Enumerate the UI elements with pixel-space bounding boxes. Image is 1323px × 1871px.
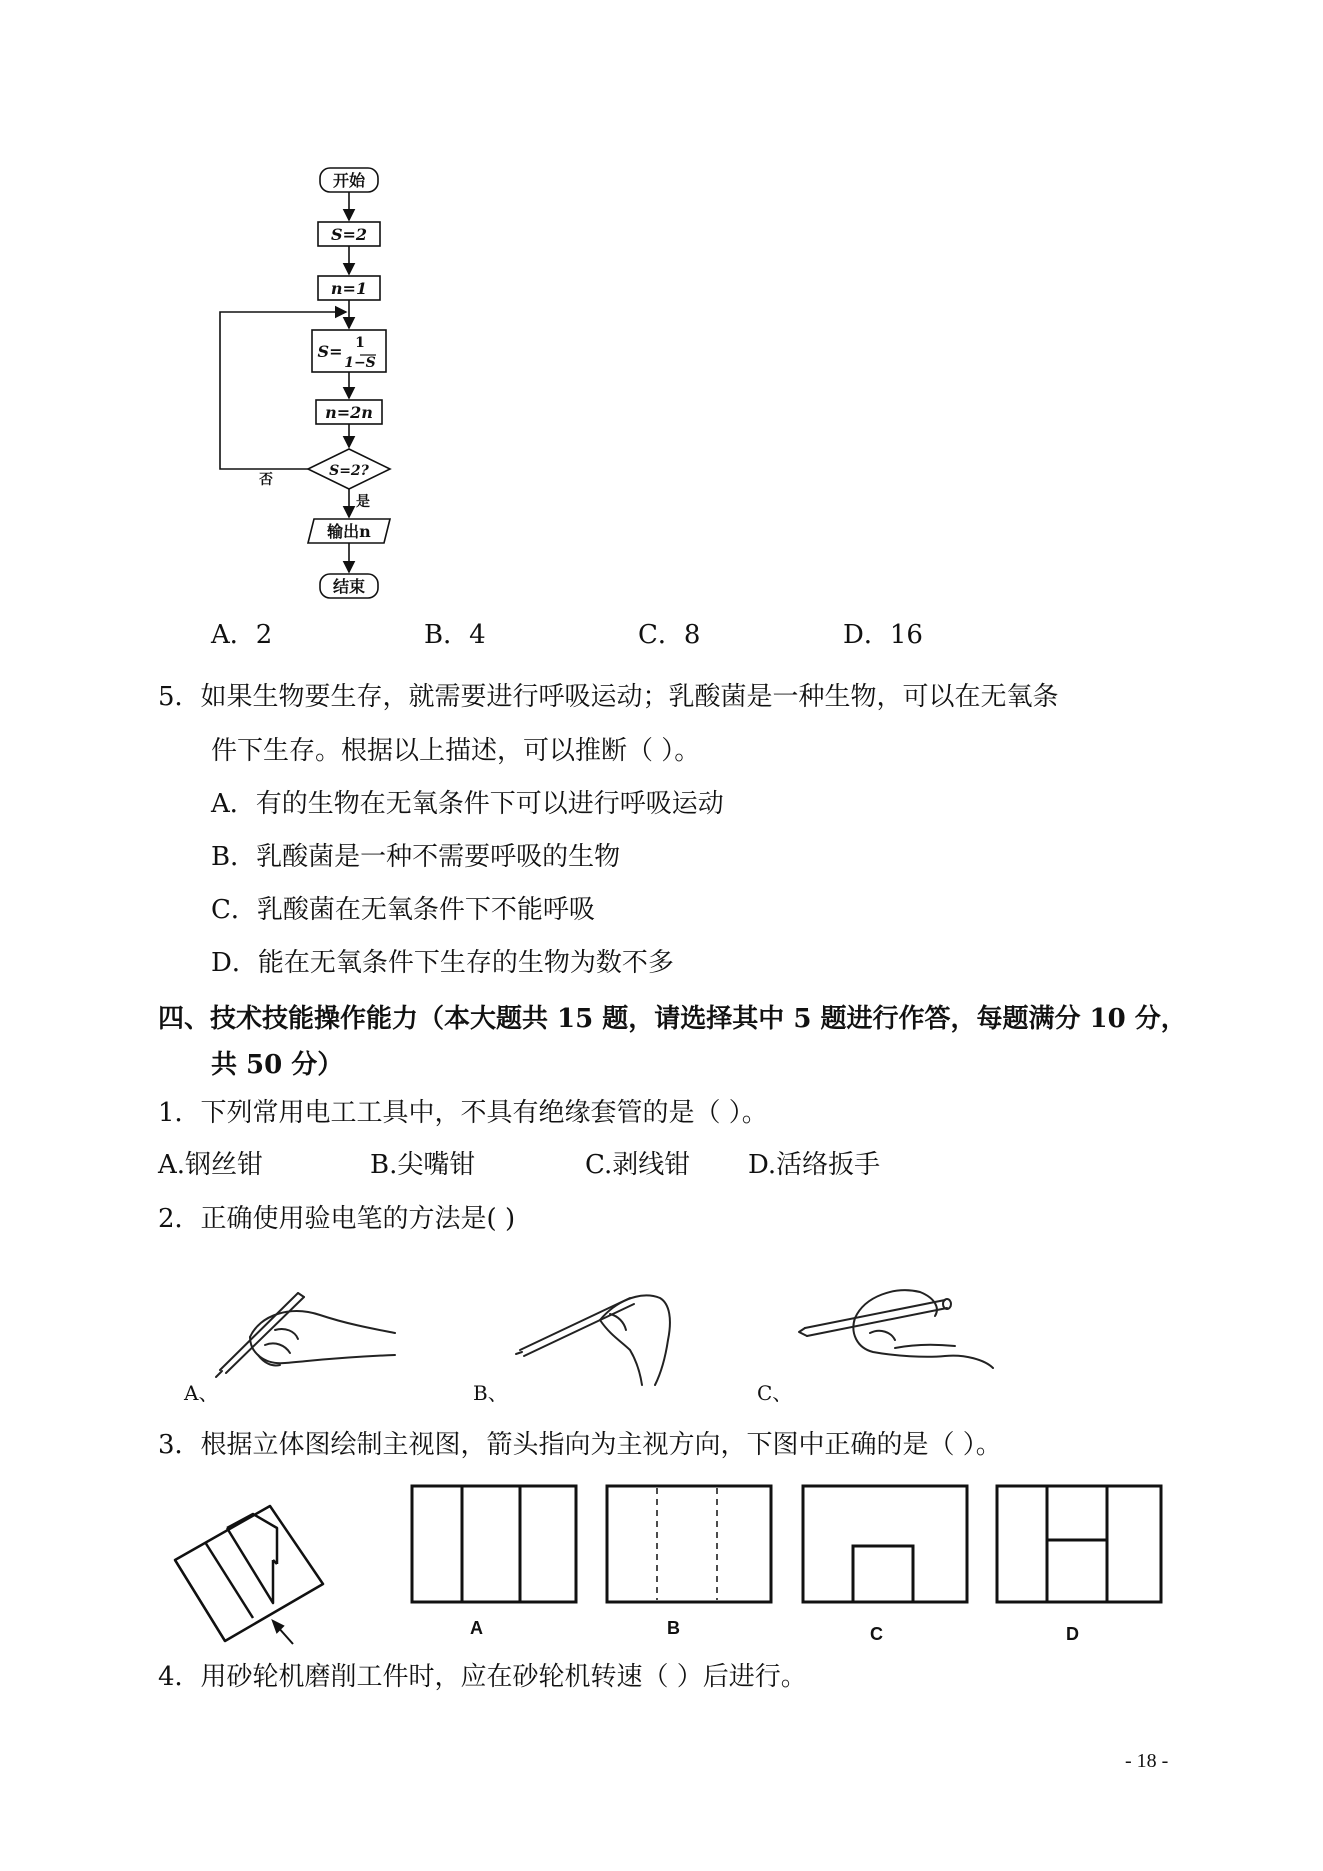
s4q1-question: 1．下列常用电工工具中，不具有绝缘套管的是（ ）。 [158,1098,768,1128]
s4q1-option-a: A.钢丝钳 [158,1150,264,1180]
flowchart [200,160,420,610]
view-option-d-label: D [1066,1624,1079,1644]
flowchart-yes-label: 是 [356,494,370,510]
q5-option-d: D．能在无氧条件下生存的生物为数不多 [211,948,674,978]
flowchart-end-label: 结束 [332,577,366,596]
s4q2-label-c: C、 [757,1381,793,1405]
flowchart-init-n-label: n=1 [330,279,368,298]
flowchart-output-label: 输出n [327,522,371,541]
view-option-a-label: A [470,1618,483,1638]
q5-option-c: C．乳酸菌在无氧条件下不能呼吸 [211,895,595,925]
q4-option-a: A．2 [211,620,273,650]
flowchart-assign-s-left: S= [317,342,343,361]
q4-option-b: B．4 [424,620,486,650]
s4q1-option-b: B.尖嘴钳 [370,1150,476,1180]
tester-pen-grip-b-figure [510,1280,680,1390]
flowchart-assign-s-den: 1−S [344,355,376,371]
s4q1-option-d: D.活络扳手 [748,1150,881,1180]
isometric-solid-figure [165,1498,345,1648]
view-option-c-label: C [870,1624,883,1644]
s4q2-label-b: B、 [473,1381,508,1405]
view-option-b-figure [605,1484,775,1606]
flowchart-assign-s-num: 1 [355,335,365,351]
q5-line2: 件下生存。根据以上描述，可以推断（ ）。 [211,736,701,766]
page-number: - 18 - [1125,1750,1169,1772]
s4q2-label-a: A、 [184,1381,219,1405]
s4q3-question: 3．根据立体图绘制主视图，箭头指向为主视方向，下图中正确的是（ ）。 [158,1430,1002,1460]
q5-option-b: B．乳酸菌是一种不需要呼吸的生物 [211,842,621,872]
view-option-b-label: B [667,1618,680,1638]
tester-pen-grip-c-figure [795,1278,995,1388]
q5-option-a: A．有的生物在无氧条件下可以进行呼吸运动 [211,789,724,819]
view-option-d-figure [995,1484,1165,1606]
s4q2-question: 2．正确使用验电笔的方法是( ) [158,1204,516,1234]
flowchart-no-label: 否 [259,472,273,488]
flowchart-init-s-label: S=2 [330,225,368,244]
flowchart-double-n-label: n=2n [325,403,373,422]
section4-heading-line1: 四、技术技能操作能力（本大题共 15 题，请选择其中 5 题进行作答，每题满分 10 分， [158,1004,1187,1034]
flowchart-decision-label: S=2? [329,463,369,479]
s4q1-option-c: C.剥线钳 [585,1150,691,1180]
view-option-c-figure [801,1484,971,1606]
q4-option-c: C．8 [638,620,701,650]
q4-option-d: D．16 [843,620,923,650]
flowchart-start-label: 开始 [332,171,366,190]
view-option-a-figure [410,1484,580,1606]
q5-line1: 5．如果生物要生存，就需要进行呼吸运动；乳酸菌是一种生物，可以在无氧条 [158,682,1059,712]
s4q4-question: 4．用砂轮机磨削工件时，应在砂轮机转速（ ）后进行。 [158,1662,807,1692]
section4-heading-line2: 共 50 分） [211,1050,344,1080]
